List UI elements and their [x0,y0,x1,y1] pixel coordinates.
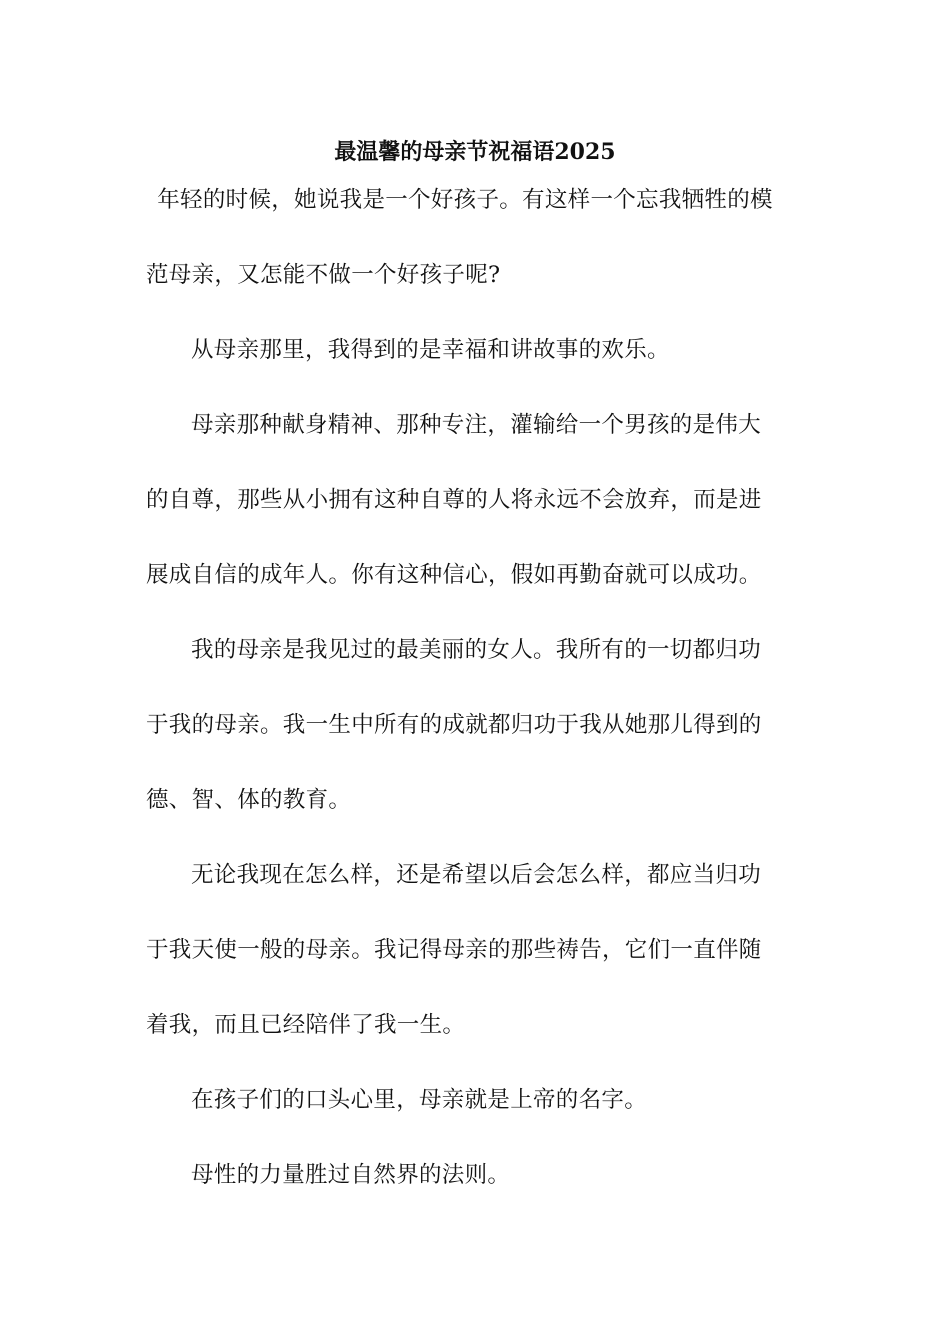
paragraph-line: 母性的力量胜过自然界的法则。 [191,1162,511,1188]
paragraph-line: 的自尊，那些从小拥有这种自尊的人将永远不会放弃，而是进 [146,487,762,513]
document-title: 最温馨的母亲节祝福语2025 [334,139,616,165]
paragraph-line: 德、智、体的教育。 [146,787,352,813]
paragraph-1 [146,182,810,294]
paragraph-line: 母亲那种献身精神、那种专注，灌输给一个男孩的是伟大 [191,412,762,438]
paragraph-line: 展成自信的成年人。你有这种信心，假如再勤奋就可以成功。 [146,562,762,588]
paragraph-line: 我的母亲是我见过的最美丽的女人。我所有的一切都归功 [191,637,762,663]
paragraph-5 [146,857,810,1044]
paragraph-6 [146,1082,810,1119]
paragraph-2 [146,332,810,369]
document-body [146,182,810,1232]
paragraph-7 [146,1157,810,1194]
paragraph-3 [146,407,810,594]
paragraph-line: 于我的母亲。我一生中所有的成就都归功于我从她那儿得到的 [146,712,762,738]
paragraph-line: 从母亲那里，我得到的是幸福和讲故事的欢乐。 [191,337,670,363]
paragraph-line: 无论我现在怎么样，还是希望以后会怎么样，都应当归功 [191,862,762,888]
paragraph-line: 年轻的时候，她说我是一个好孩子。有这样一个忘我牺牲的模 [157,187,773,213]
paragraph-line: 在孩子们的口头心里，母亲就是上帝的名字。 [191,1087,648,1113]
paragraph-line: 着我，而且已经陪伴了我一生。 [146,1012,466,1038]
paragraph-4 [146,632,810,819]
paragraph-line: 于我天使一般的母亲。我记得母亲的那些祷告，它们一直伴随 [146,937,762,963]
paragraph-line: 范母亲，又怎能不做一个好孩子呢? [146,262,501,288]
